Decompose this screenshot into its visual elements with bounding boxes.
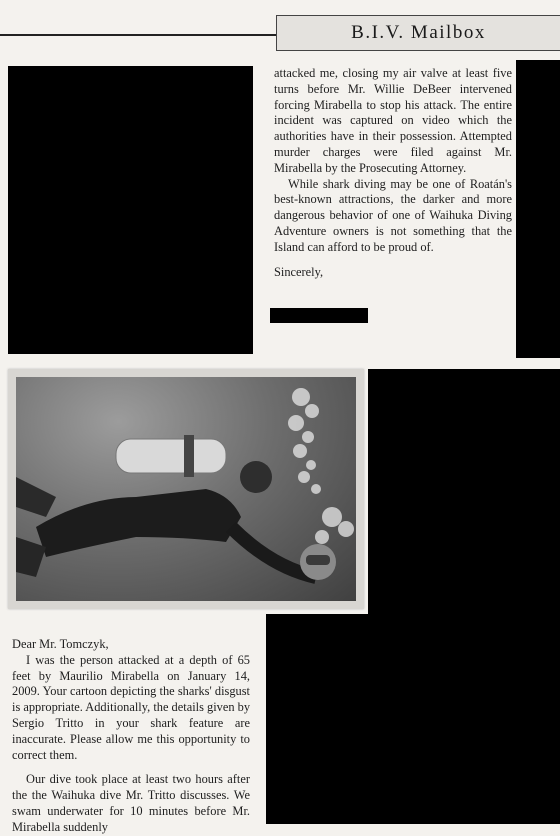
redacted-signature bbox=[270, 308, 368, 323]
section-title: B.I.V. Mailbox bbox=[351, 22, 486, 43]
photo-frame bbox=[8, 369, 364, 609]
letter-paragraph-closing: While shark diving may be one of Roatán's best-known attractions, the darker and more dangerous behavior of one of Waihuka Diving Adventure owners is not something that the Island can afford to be proud of. bbox=[274, 176, 512, 254]
letter-salutation: Dear Mr. Tomczyk, bbox=[12, 637, 109, 651]
letter-continuation bbox=[274, 66, 512, 280]
redacted-block-top-left bbox=[8, 66, 253, 354]
section-header bbox=[276, 15, 560, 51]
letter-start bbox=[12, 637, 250, 836]
letter-paragraph-2: Our dive took place at least two hours after the the Waihuka dive Mr. Tritto discusses. We swam underwater for 10 minutes before Mr. Mirabella suddenly bbox=[12, 772, 250, 834]
header-rule bbox=[0, 34, 276, 36]
diver-photo bbox=[16, 377, 356, 601]
redacted-block-top-right bbox=[516, 60, 560, 358]
letter-paragraph-continued: attacked me, closing my air valve at least five turns before Mr. Willie DeBeer intervened forcing Mirabella to stop his attack. The entire incident was captured on video which the authorities have in their possession. Attempted murder charges were filed against Mr. Mirabella by the Prosecuting Attorney. bbox=[274, 66, 512, 175]
redacted-block-bottom-right bbox=[266, 614, 560, 824]
letter-signoff: Sincerely, bbox=[274, 264, 324, 279]
redacted-block-mid-right bbox=[368, 369, 560, 617]
letter-paragraph-1: I was the person attacked at a depth of 65 feet by Maurilio Mirabella on January 14, 2009. Your cartoon depicting the sharks' disgust is appropriate. Additionally, the details given by Sergio Tritto in your shark feature are inaccurate. Please allow me this opportunity to correct them. bbox=[12, 652, 251, 762]
